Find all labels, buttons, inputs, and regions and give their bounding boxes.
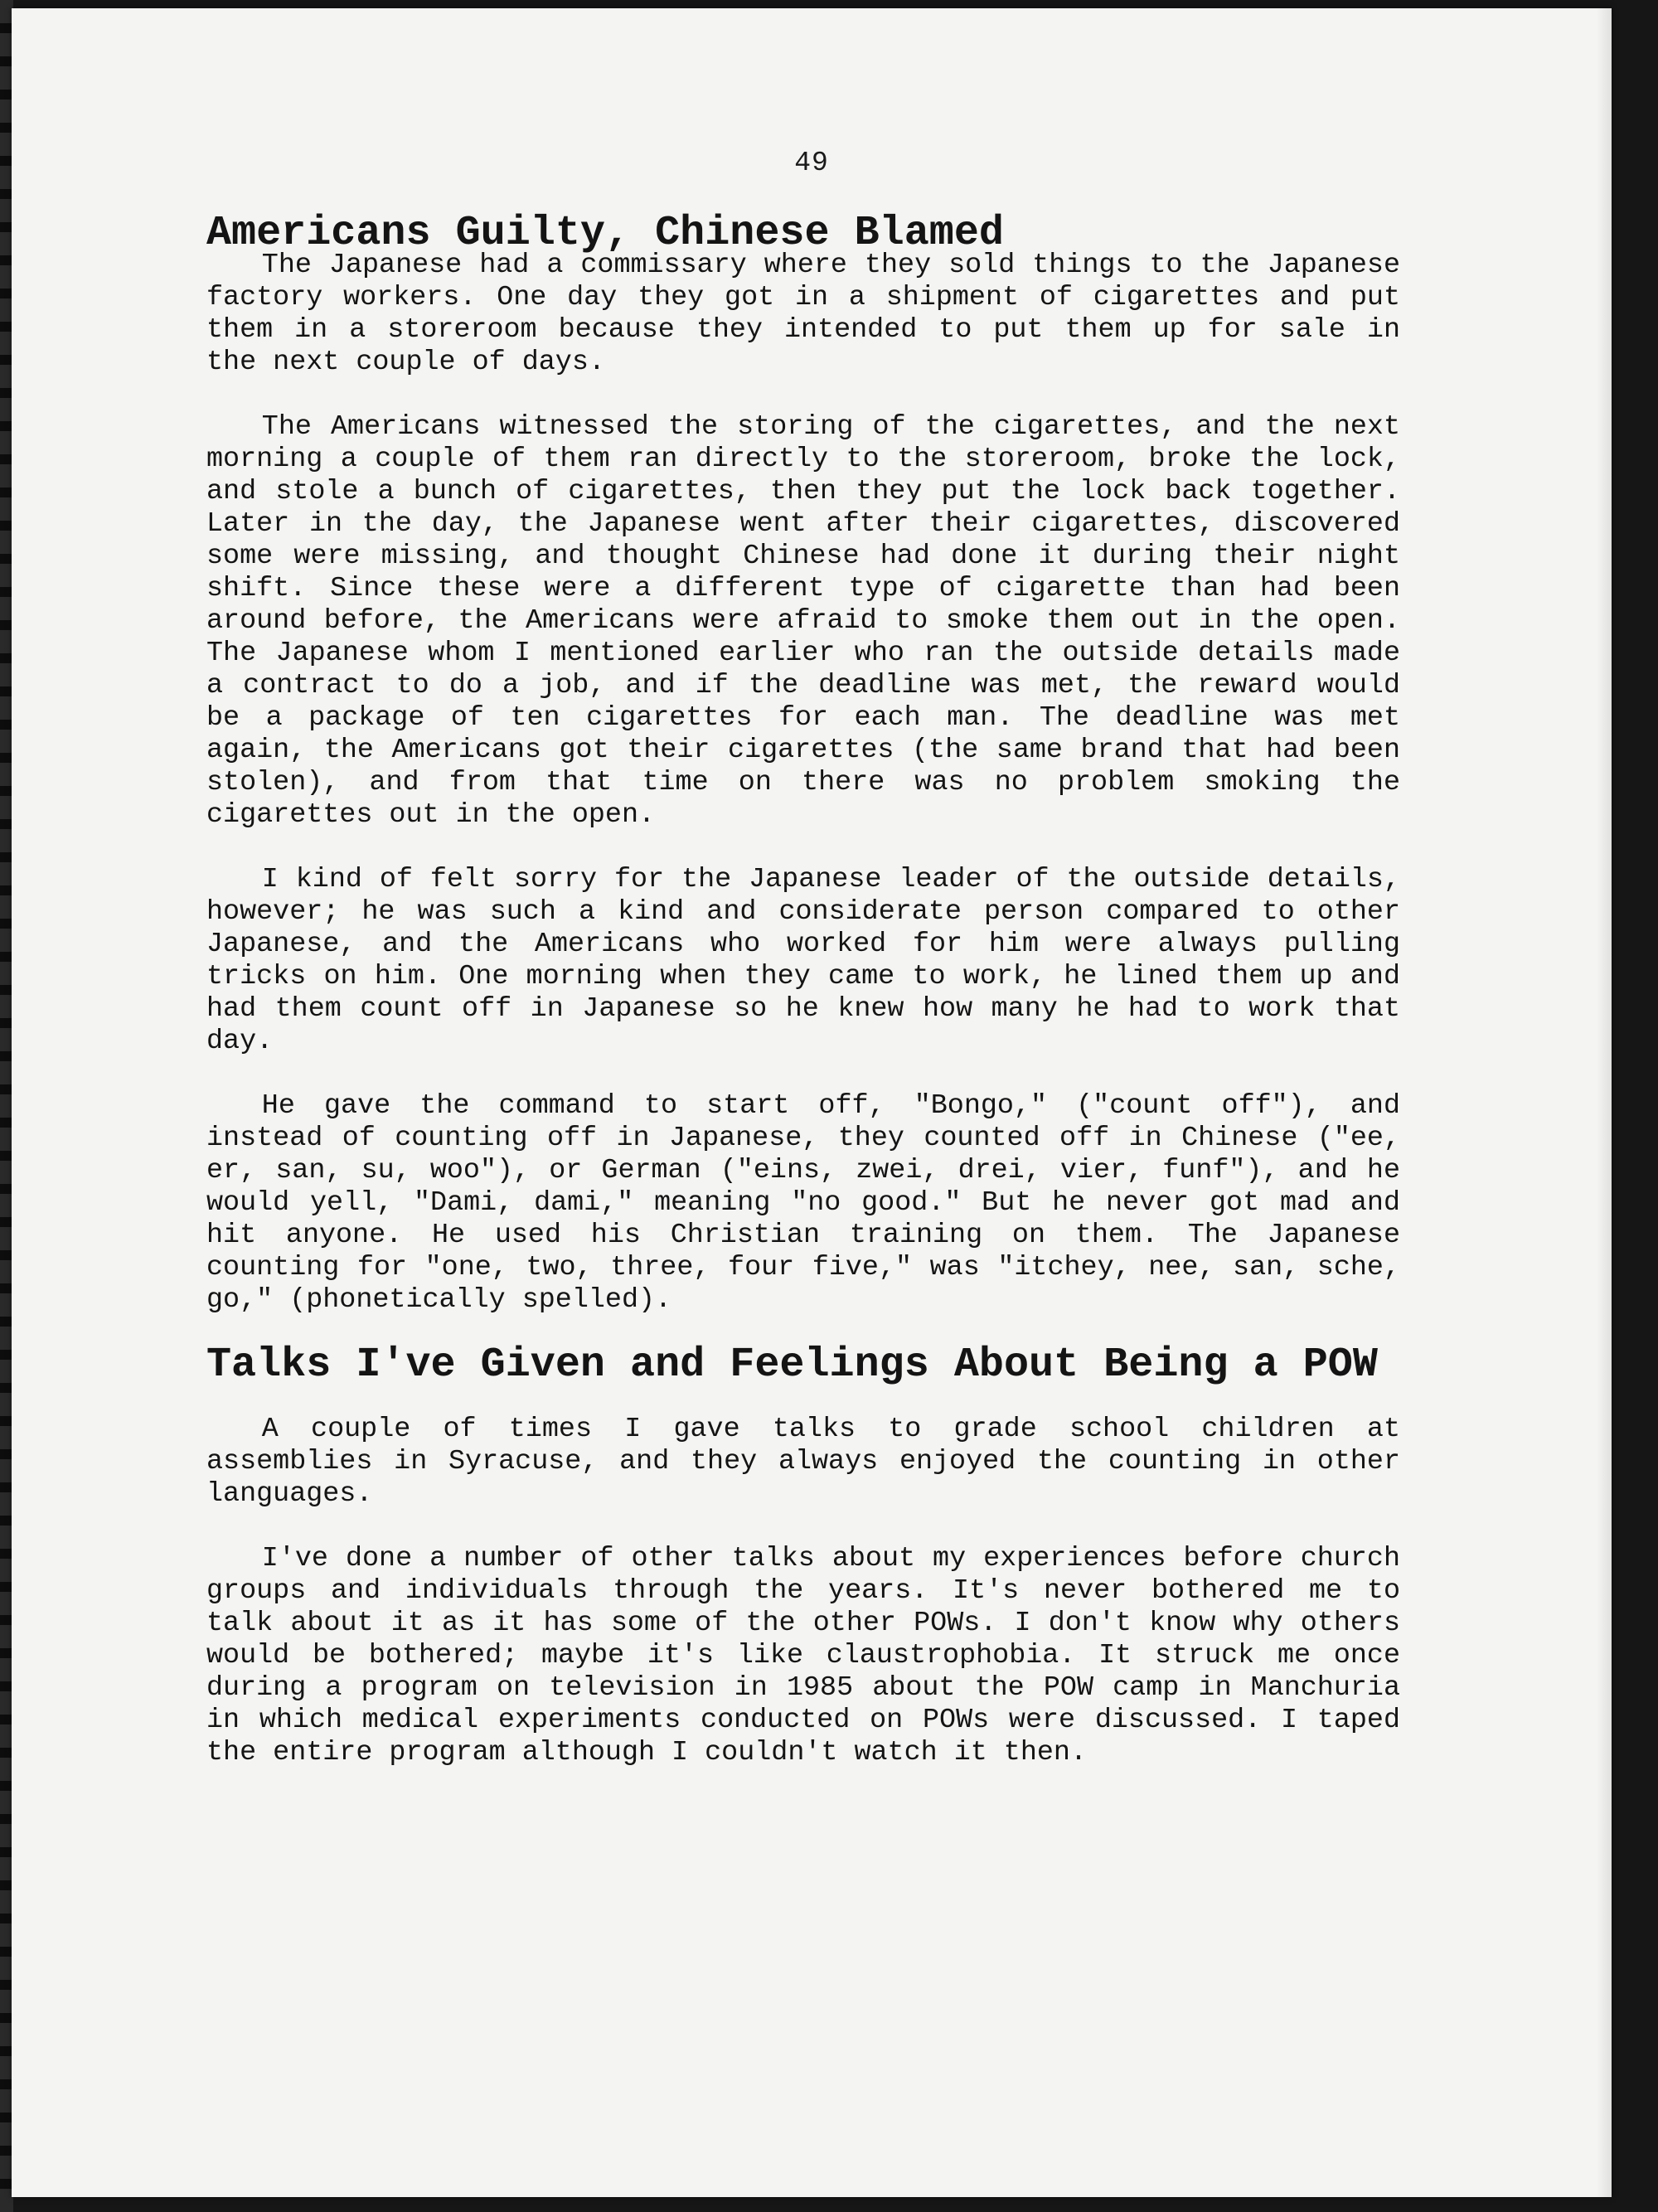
paragraph-gap [206, 1511, 1400, 1543]
paragraph: A couple of times I gave talks to grade school children at assemblies in Syracuse, and they always enjoyed the counting in other languages. [206, 1414, 1400, 1510]
paragraph-gap [206, 832, 1400, 864]
paragraph-gap [206, 379, 1400, 411]
section-heading-talks-given: Talks I've Given and Feelings About Being a POW [206, 1341, 1378, 1389]
paragraph-gap [206, 1058, 1400, 1090]
paragraph: He gave the command to start off, "Bongo," ("count off"), and instead of counting off in Japanese, they counted off in Chinese ("ee, er, san, su, woo"), or German ("eins, zwei, drei, vier, funf"), and he would yell, "Dami, dami," meaning "no good." But he never got mad and hit anyone. He used his Christian training on them. The Japanese counting for "one, two, three, four five," was "itchey, nee, san, sche, go," (phonetically spelled). [206, 1090, 1400, 1316]
paragraph: I've done a number of other talks about my experiences before church groups and individuals through the years. It's never bothered me to talk about it as it has some of the other POWs. I don't know why others would be bothered; maybe it's like claustrophobia. It struck me once during a program on television in 1985 about the POW camp in Manchuria in which medical experiments conducted on POWs were discussed. I taped the entire program although I couldn't watch it then. [206, 1543, 1400, 1768]
page-body [206, 210, 1400, 1769]
section-heading-americans-guilty: Americans Guilty, Chinese Blamed [206, 210, 1004, 257]
page-edge-shadow [1597, 8, 1612, 2197]
paragraph: The Japanese had a commissary where they sold things to the Japanese factory workers. One day they got in a shipment of cigarettes and put them in a storeroom because they intended to put them up for sale in the next couple of days. [206, 250, 1400, 378]
page-number: 49 [794, 148, 829, 178]
paragraph: The Americans witnessed the storing of the cigarettes, and the next morning a couple of them ran directly to the storeroom, broke the lock, and stole a bunch of cigarettes, then they put the lock back together. Later in the day, the Japanese went after their cigarettes, discovered some were missing, and thought Chinese had done it during their night shift. Since these were a different type of cigarette than had been around before, the Americans were afraid to smoke them out in the open. The Japanese whom I mentioned earlier who ran the outside details made a contract to do a job, and if the deadline was met, the reward would be a package of ten cigarettes for each man. The deadline was met again, the Americans got their cigarettes (the same brand that had been stolen), and from that time on there was no problem smoking the cigarettes out in the open. [206, 411, 1400, 831]
paragraph: I kind of felt sorry for the Japanese leader of the outside details, however; he was such a kind and considerate person compared to other Japanese, and the Americans who worked for him were always pulling tricks on him. One morning when they came to work, he lined them up and had them count off in Japanese so he knew how many he had to work that day. [206, 864, 1400, 1057]
document-page [12, 8, 1612, 2197]
